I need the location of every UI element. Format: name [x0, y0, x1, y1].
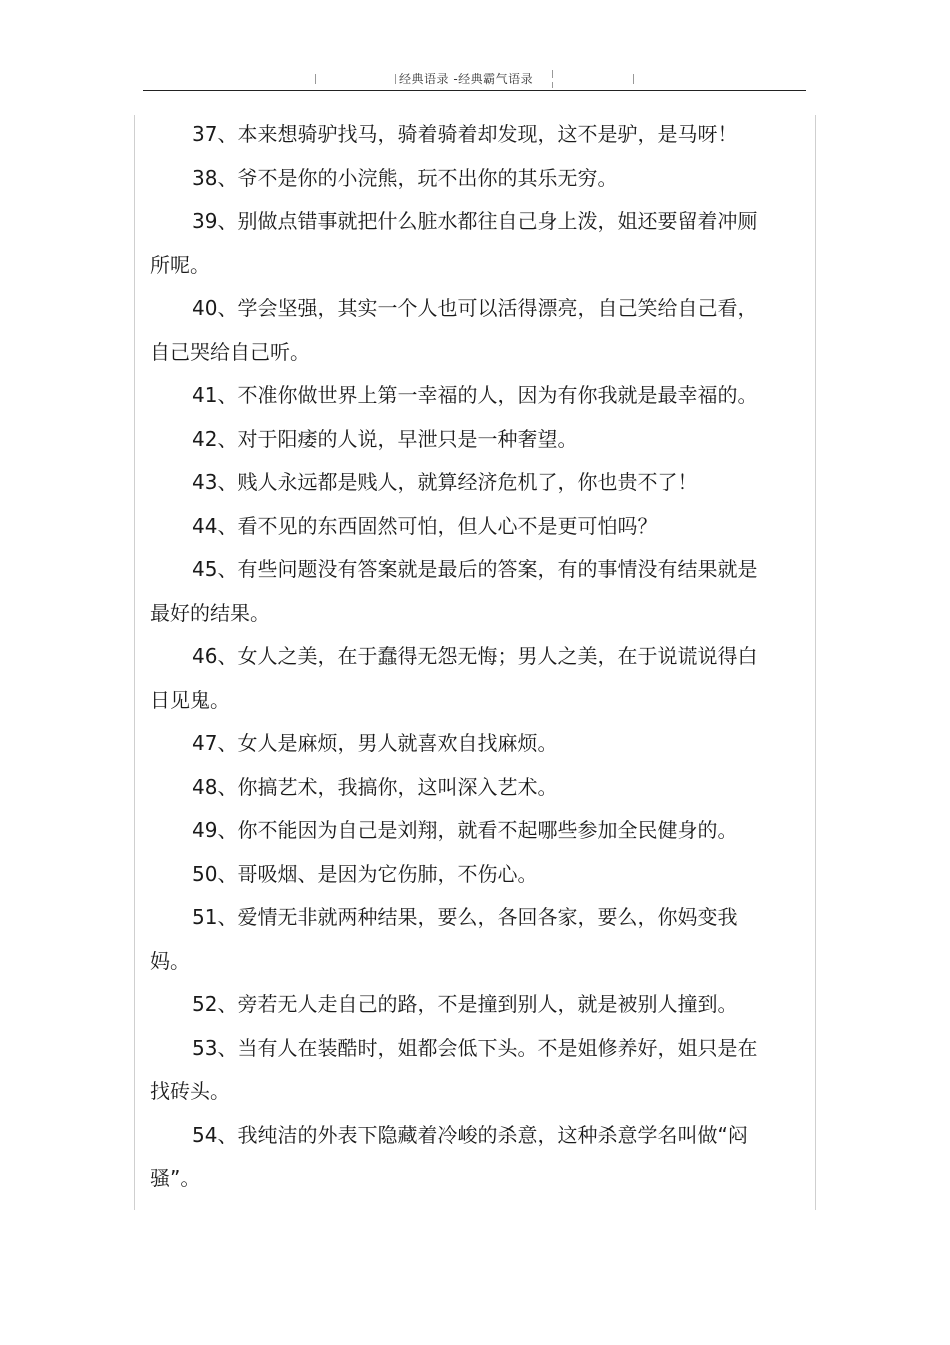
header-tick-mark [633, 74, 634, 84]
page-header [143, 62, 806, 92]
left-margin-line [134, 115, 135, 1210]
quote-text-line: 52、旁若无人走自己的路，不是撞到别人，就是被别人撞到。 [192, 992, 738, 1016]
quote-item [150, 766, 768, 810]
header-tick-mark [552, 82, 553, 88]
quote-text-line: 妈。 [150, 948, 190, 973]
right-margin-line [815, 115, 816, 1210]
quote-text-line: 50、哥吸烟、是因为它伤肺，不伤心。 [192, 861, 538, 886]
quote-text-line: 45、有些问题没有答案就是最后的答案，有的事情没有结果就 [192, 557, 738, 581]
quote-item [150, 200, 768, 287]
quote-item [150, 418, 768, 462]
quote-item [150, 896, 768, 983]
quote-text-line: 白日见鬼。 [150, 644, 758, 712]
quote-text-line: 46、女人之美，在于蠢得无怨无悔；男人之美，在于说谎说得 [192, 644, 738, 668]
quote-text-line: 39、别做点错事就把什么脏水都往自己身上泼，姐还要留着冲 [192, 209, 738, 233]
quote-item [150, 722, 768, 766]
quote-item [150, 983, 768, 1027]
quote-item [150, 287, 768, 374]
quote-item [150, 809, 768, 853]
quote-item [150, 374, 768, 418]
quote-item [150, 853, 768, 897]
quote-text-line: 是最好的结果。 [150, 557, 758, 625]
quote-list [150, 113, 768, 1201]
quote-text-line: “闷骚”。 [150, 1122, 748, 1190]
quote-text-line: 厕所呢。 [150, 209, 758, 277]
quote-item [150, 505, 768, 549]
quote-item [150, 157, 768, 201]
quote-text-line: 47、女人是麻烦，男人就喜欢自找麻烦。 [192, 731, 558, 755]
quote-item [150, 548, 768, 635]
quote-text-line: 在找砖头。 [150, 1035, 758, 1103]
quote-text-line: 44、看不见的东西固然可怕，但人心不是更可怕吗？ [192, 513, 658, 538]
quote-text-line: 49、你不能因为自己是刘翔，就看不起哪些参加全民健身的。 [192, 818, 738, 842]
header-tick-mark [395, 74, 396, 84]
quote-item [150, 113, 768, 157]
quote-text-line: 54、我纯洁的外表下隐藏着冷峻的杀意，这种杀意学名叫做 [192, 1122, 718, 1147]
quote-text-line: 51、爱情无非就两种结果，要么，各回各家，要么，你妈变我 [192, 905, 738, 929]
quote-item [150, 461, 768, 505]
quote-item [150, 635, 768, 722]
quote-text-line: 43、贱人永远都是贱人，就算经济危机了，你也贵不了！ [192, 470, 698, 494]
quote-item [150, 1114, 768, 1201]
header-tick-mark [552, 70, 553, 78]
quote-text-line: 40、学会坚强，其实一个人也可以活得漂亮，自己笑给自己看， [192, 296, 758, 320]
header-title: 经典语录 -经典霸气语录 [399, 72, 534, 86]
quote-text-line: 自己哭给自己听。 [150, 339, 310, 364]
quote-text-line: 48、你搞艺术，我搞你，这叫深入艺术。 [192, 774, 558, 799]
quote-text-line: 42、对于阳痿的人说，早泄只是一种奢望。 [192, 426, 578, 451]
quote-text-line: 38、爷不是你的小浣熊，玩不出你的其乐无穷。 [192, 165, 618, 190]
header-rule [143, 90, 806, 91]
header-tick-mark [315, 74, 316, 84]
quote-item [150, 1027, 768, 1114]
quote-text-line: 53、当有人在装酷时，姐都会低下头。不是姐修养好，姐只是 [192, 1035, 738, 1060]
quote-text-line: 37、本来想骑驴找马，骑着骑着却发现，这不是驴，是马呀！ [192, 122, 738, 146]
quote-text-line: 41、不准你做世界上第一幸福的人，因为有你我就是最幸福的。 [192, 383, 758, 407]
